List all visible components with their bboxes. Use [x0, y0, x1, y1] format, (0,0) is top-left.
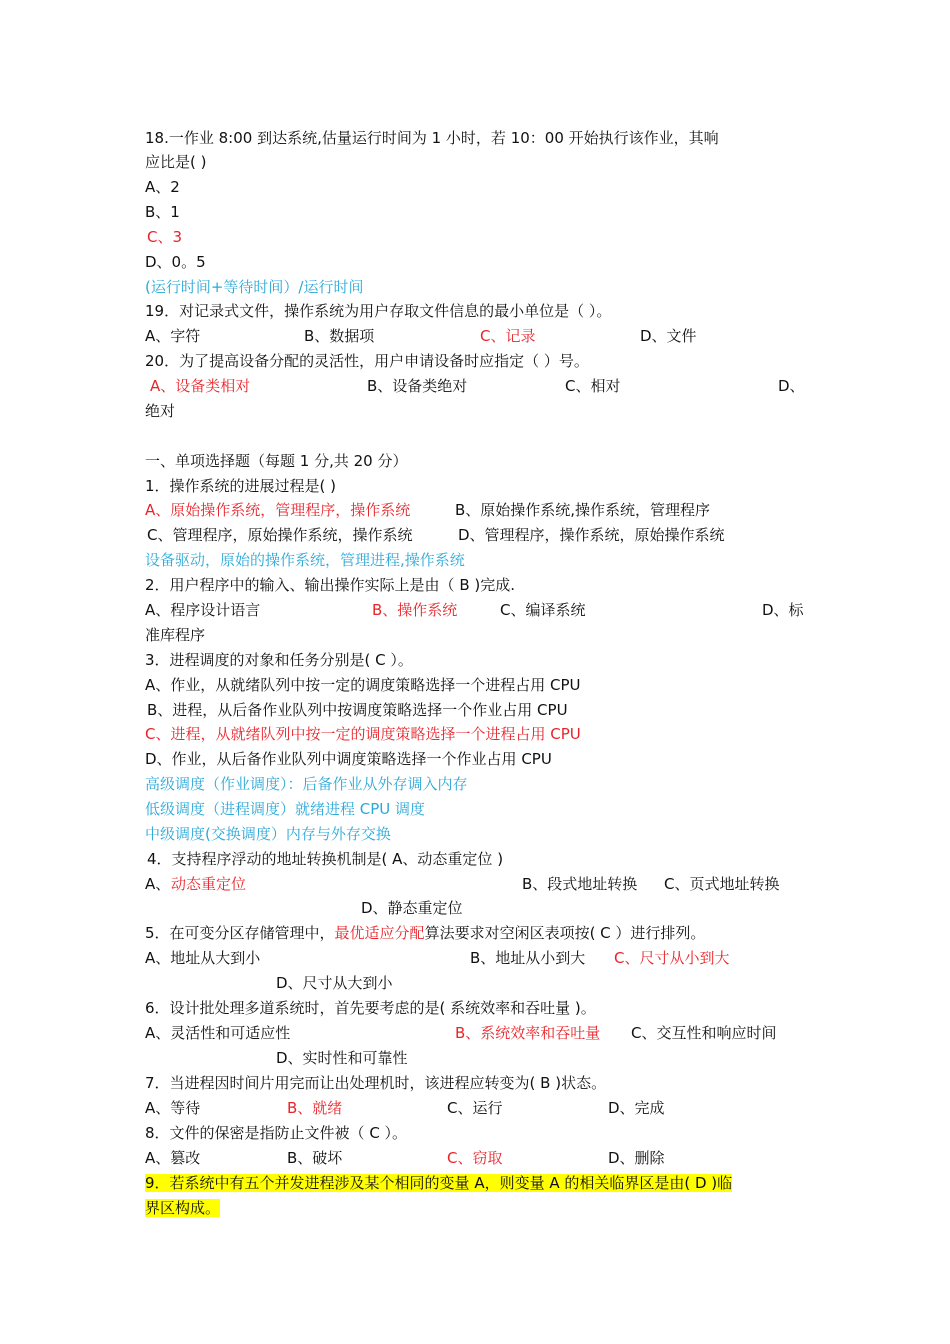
- s2-option-d: D、标: [762, 601, 804, 619]
- s3-note-2: 低级调度（进程调度）就绪进程 CPU 调度: [145, 800, 426, 818]
- s3-option-d: D、作业，从后备作业队列中调度策略选择一个作业占用 CPU: [145, 750, 552, 768]
- q20-option-a-answer: A、设备类相对: [150, 377, 251, 395]
- s1-option-d: D、管理程序，操作系统，原始操作系统: [458, 526, 725, 544]
- s7-stem: 7．当进程因时间片用完而让出处理机时，该进程应转变为( B )状态。: [145, 1074, 607, 1092]
- s8-option-b: B、破坏: [287, 1149, 343, 1167]
- s3-option-b: B、进程，从后备作业队列中按调度策略选择一个作业占用 CPU: [147, 701, 568, 719]
- q18-option-a: A、2: [145, 178, 180, 196]
- s5-stem-post: 算法要求对空闲区表项按( C ）进行排列。: [424, 924, 706, 942]
- q18-stem-line1: 18.一作业 8:00 到达系统,估量运行时间为 1 小时，若 10：00 开始执行该作业，其响: [145, 129, 719, 147]
- q20-option-b: B、设备类绝对: [367, 377, 468, 395]
- s1-stem: 1．操作系统的进展过程是( ): [145, 477, 337, 495]
- s2-option-c: C、编译系统: [500, 601, 586, 619]
- q20-option-d: D、: [778, 377, 805, 395]
- section-title: 一、单项选择题（每题 1 分,共 20 分）: [145, 452, 408, 470]
- s6-option-c: C、交互性和响应时间: [631, 1024, 777, 1042]
- s1-note: 设备驱动，原始的操作系统，管理进程,操作系统: [145, 551, 465, 569]
- s3-note-1: 高级调度（作业调度）：后备作业从外存调入内存: [145, 775, 468, 793]
- q20-option-c: C、相对: [565, 377, 621, 395]
- q18-option-b: B、1: [145, 203, 180, 221]
- s7-option-b-answer: B、就绪: [287, 1099, 343, 1117]
- s1-option-c: C、管理程序，原始操作系统，操作系统: [147, 526, 413, 544]
- s6-option-b-answer: B、系统效率和吞吐量: [455, 1024, 601, 1042]
- s9-highlight-1: 9．若系统中有五个并发进程涉及某个相同的变量 A，则变量 A 的相关临界区是由( D )临: [145, 1174, 733, 1192]
- s5-stem: [145, 921, 805, 945]
- q19-option-d: D、文件: [640, 327, 697, 345]
- q20-stem: 20．为了提高设备分配的灵活性，用户申请设备时应指定（ ）号。: [145, 352, 589, 370]
- s9-stem-line1: [145, 1171, 732, 1195]
- s3-option-a: A、作业，从就绪队列中按一定的调度策略选择一个进程占用 CPU: [145, 676, 581, 694]
- s2-option-d-cont: 准库程序: [145, 626, 206, 644]
- q20-option-d-cont: 绝对: [145, 402, 176, 420]
- s5-option-a: A、地址从大到小: [145, 949, 261, 967]
- q18-option-c-answer: C、3: [147, 228, 183, 246]
- s4-option-b: B、段式地址转换: [522, 875, 638, 893]
- s9-highlight-2: 界区构成。: [145, 1199, 221, 1217]
- s6-option-d: D、实时性和可靠性: [276, 1049, 408, 1067]
- s3-option-c-answer: C、进程，从就绪队列中按一定的调度策略选择一个进程占用 CPU: [145, 725, 581, 743]
- s5-stem-pre: 5．在可变分区存储管理中，: [145, 924, 335, 942]
- s2-stem: 2．用户程序中的输入、输出操作实际上是由（ B )完成.: [145, 576, 515, 594]
- s8-option-d: D、删除: [608, 1149, 665, 1167]
- s2-option-a: A、程序设计语言: [145, 601, 261, 619]
- q18-option-d: D、0。5: [145, 253, 206, 271]
- s5-option-c-answer: C、尺寸从小到大: [614, 949, 730, 967]
- s7-option-a: A、等待: [145, 1099, 201, 1117]
- q19-option-b: B、数据项: [304, 327, 375, 345]
- s4-option-a-answer: 动态重定位: [171, 875, 247, 893]
- s8-stem: 8．文件的保密是指防止文件被（ C ）。: [145, 1124, 408, 1142]
- s8-option-a: A、篡改: [145, 1149, 201, 1167]
- s8-option-c-answer: C、窃取: [447, 1149, 503, 1167]
- q19-option-c-answer: C、记录: [480, 327, 536, 345]
- s6-option-a: A、灵活性和可适应性: [145, 1024, 291, 1042]
- s4-option-a-prefix: A、: [145, 875, 171, 893]
- s7-option-c: C、运行: [447, 1099, 503, 1117]
- s2-option-b-answer: B、操作系统: [372, 601, 458, 619]
- q19-option-a: A、字符: [145, 327, 201, 345]
- q18-note: (运行时间+等待时间）/运行时间: [145, 278, 364, 296]
- s9-stem-line2: [145, 1196, 220, 1220]
- s1-option-b: B、原始操作系统,操作系统，管理程序: [455, 501, 711, 519]
- s6-stem: 6．设计批处理多道系统时，首先要考虑的是( 系统效率和吞吐量 )。: [145, 999, 596, 1017]
- s7-option-d: D、完成: [608, 1099, 665, 1117]
- s4-stem: 4．支持程序浮动的地址转换机制是( A、动态重定位 ): [147, 850, 504, 868]
- s1-option-a-answer: A、原始操作系统，管理程序，操作系统: [145, 501, 411, 519]
- s3-stem: 3．进程调度的对象和任务分别是( C ）。: [145, 651, 413, 669]
- q19-stem: 19．对记录式文件，操作系统为用户存取文件信息的最小单位是（ ）。: [145, 302, 612, 320]
- s3-note-3: 中级调度(交换调度）内存与外存交换: [145, 825, 391, 843]
- q18-stem-line2: 应比是( ): [145, 153, 207, 171]
- s4-option-c: C、页式地址转换: [664, 875, 780, 893]
- s5-option-b: B、地址从小到大: [470, 949, 586, 967]
- s5-stem-algorithm: 最优适应分配: [334, 924, 425, 942]
- s5-option-d: D、尺寸从大到小: [276, 974, 393, 992]
- s4-option-d: D、静态重定位: [361, 899, 463, 917]
